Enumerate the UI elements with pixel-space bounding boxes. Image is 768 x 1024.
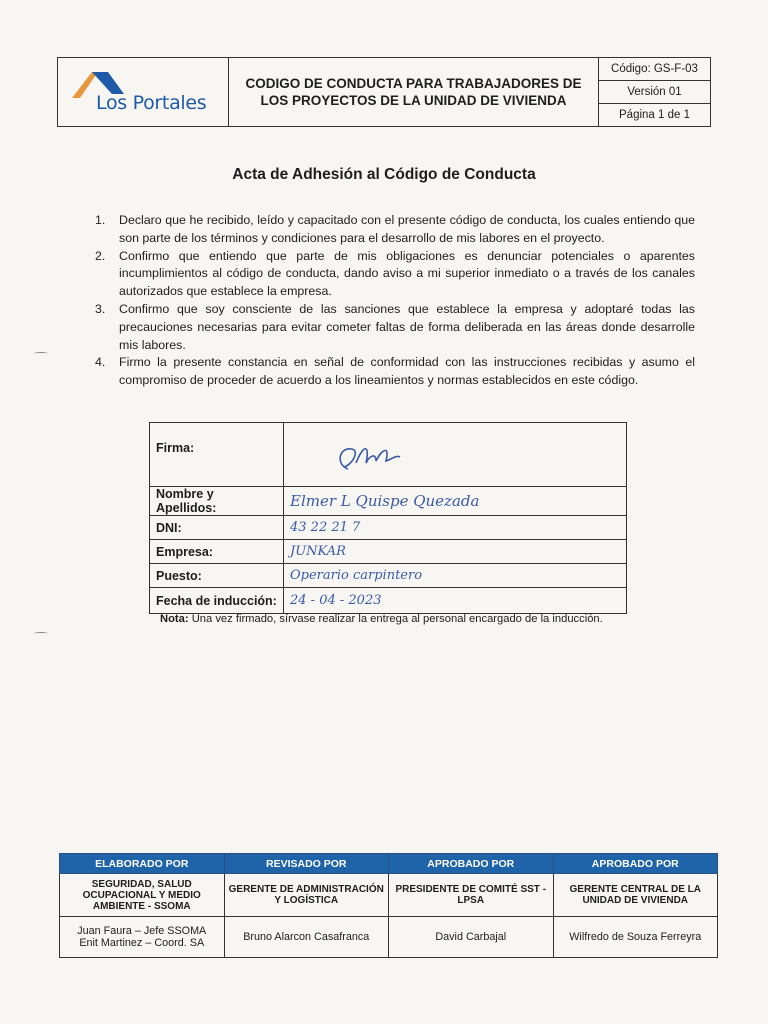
fecha-value: 24 - 04 - 2023 (290, 593, 382, 608)
logo-text: Los Portales (96, 92, 207, 114)
header-title-line2: LOS PROYECTOS DE LA UNIDAD DE VIVIENDA (260, 93, 567, 108)
dni-value: 43 22 21 7 (290, 520, 361, 535)
handwritten-signature-icon (330, 439, 420, 479)
nombre-value: Elmer L Quispe Quezada (290, 492, 480, 510)
header-title (229, 58, 599, 126)
list-item: 1. Declaro que he recibido, leído y capacitado con el presente código de conducta, los cuales entiendo que son parte de los términos y condiciones para el desarrollo de mis labores en el proyecto. (95, 213, 695, 245)
document-page-number: Página 1 de 1 (619, 109, 690, 121)
empresa-value: JUNKAR (290, 544, 346, 559)
puesto-field[interactable] (284, 564, 627, 588)
approval-name: Bruno Alarcon Casafranca (224, 917, 389, 958)
approval-header: REVISADO POR (224, 854, 389, 874)
list-item: 3. Confirmo que soy consciente de las sanciones que establece la empresa y adoptaré todas las precauciones necesarias para evitar cometer faltas de forma deliberada en las áreas donde desarrolle mis labores. (95, 301, 695, 352)
approval-name: David Carbajal (389, 917, 554, 958)
scan-mark (34, 352, 48, 355)
approval-role: GERENTE CENTRAL DE LA UNIDAD DE VIVIENDA (553, 874, 718, 917)
fecha-label: Fecha de inducción: (150, 588, 284, 614)
nombre-label: Nombre y Apellidos: (150, 487, 284, 516)
approval-table (59, 853, 718, 958)
dni-label: DNI: (150, 516, 284, 540)
logo (58, 58, 229, 126)
approval-role: GERENTE DE ADMINISTRACIÓN Y LOGÍSTICA (224, 874, 389, 917)
dni-field[interactable] (284, 516, 627, 540)
empresa-label: Empresa: (150, 540, 284, 564)
signature-field[interactable] (284, 423, 627, 487)
puesto-value: Operario carpintero (290, 568, 423, 583)
header-title-line1: CODIGO DE CONDUCTA PARA TRABAJADORES DE (245, 76, 582, 91)
signature-form (149, 422, 627, 614)
approval-role: SEGURIDAD, SALUD OCUPACIONAL Y MEDIO AMBIENTE - SSOMA (60, 874, 225, 917)
approval-role: PRESIDENTE DE COMITÉ SST - LPSA (389, 874, 554, 917)
document-title: Acta de Adhesión al Código de Conducta (232, 166, 536, 183)
list-item: 2. Confirmo que entiendo que parte de mis obligaciones es denunciar potenciales o aparentes incumplimientos al código de conducta, dando aviso a mi superior inmediato o a través de los canales autorizados que establece la empresa. (95, 248, 695, 299)
approval-name: Wilfredo de Souza Ferreyra (553, 917, 718, 958)
form-note: Nota: Una vez firmado, sírvase realizar la entrega al personal encargado de la inducción. (160, 613, 603, 625)
declaration-list (95, 212, 695, 390)
document-code: Código: GS-F-03 (599, 58, 710, 81)
document-code-box (599, 58, 710, 126)
approval-header: ELABORADO POR (60, 854, 225, 874)
list-item: 4. Firmo la presente constancia en señal de conformidad con las instrucciones recibidas y asumo el compromiso de proceder de acuerdo a los lineamientos y normas establecidos en este código. (95, 355, 695, 388)
document-version: Versión 01 (599, 81, 710, 104)
firma-label: Firma: (150, 423, 284, 487)
approval-header: APROBADO POR (553, 854, 718, 874)
document-header (57, 57, 711, 127)
approval-header: APROBADO POR (389, 854, 554, 874)
nombre-field[interactable] (284, 487, 627, 516)
scan-mark (34, 632, 48, 635)
puesto-label: Puesto: (150, 564, 284, 588)
empresa-field[interactable] (284, 540, 627, 564)
approval-name: Juan Faura – Jefe SSOMA Enit Martinez – Coord. SA (60, 917, 225, 958)
fecha-field[interactable] (284, 588, 627, 614)
